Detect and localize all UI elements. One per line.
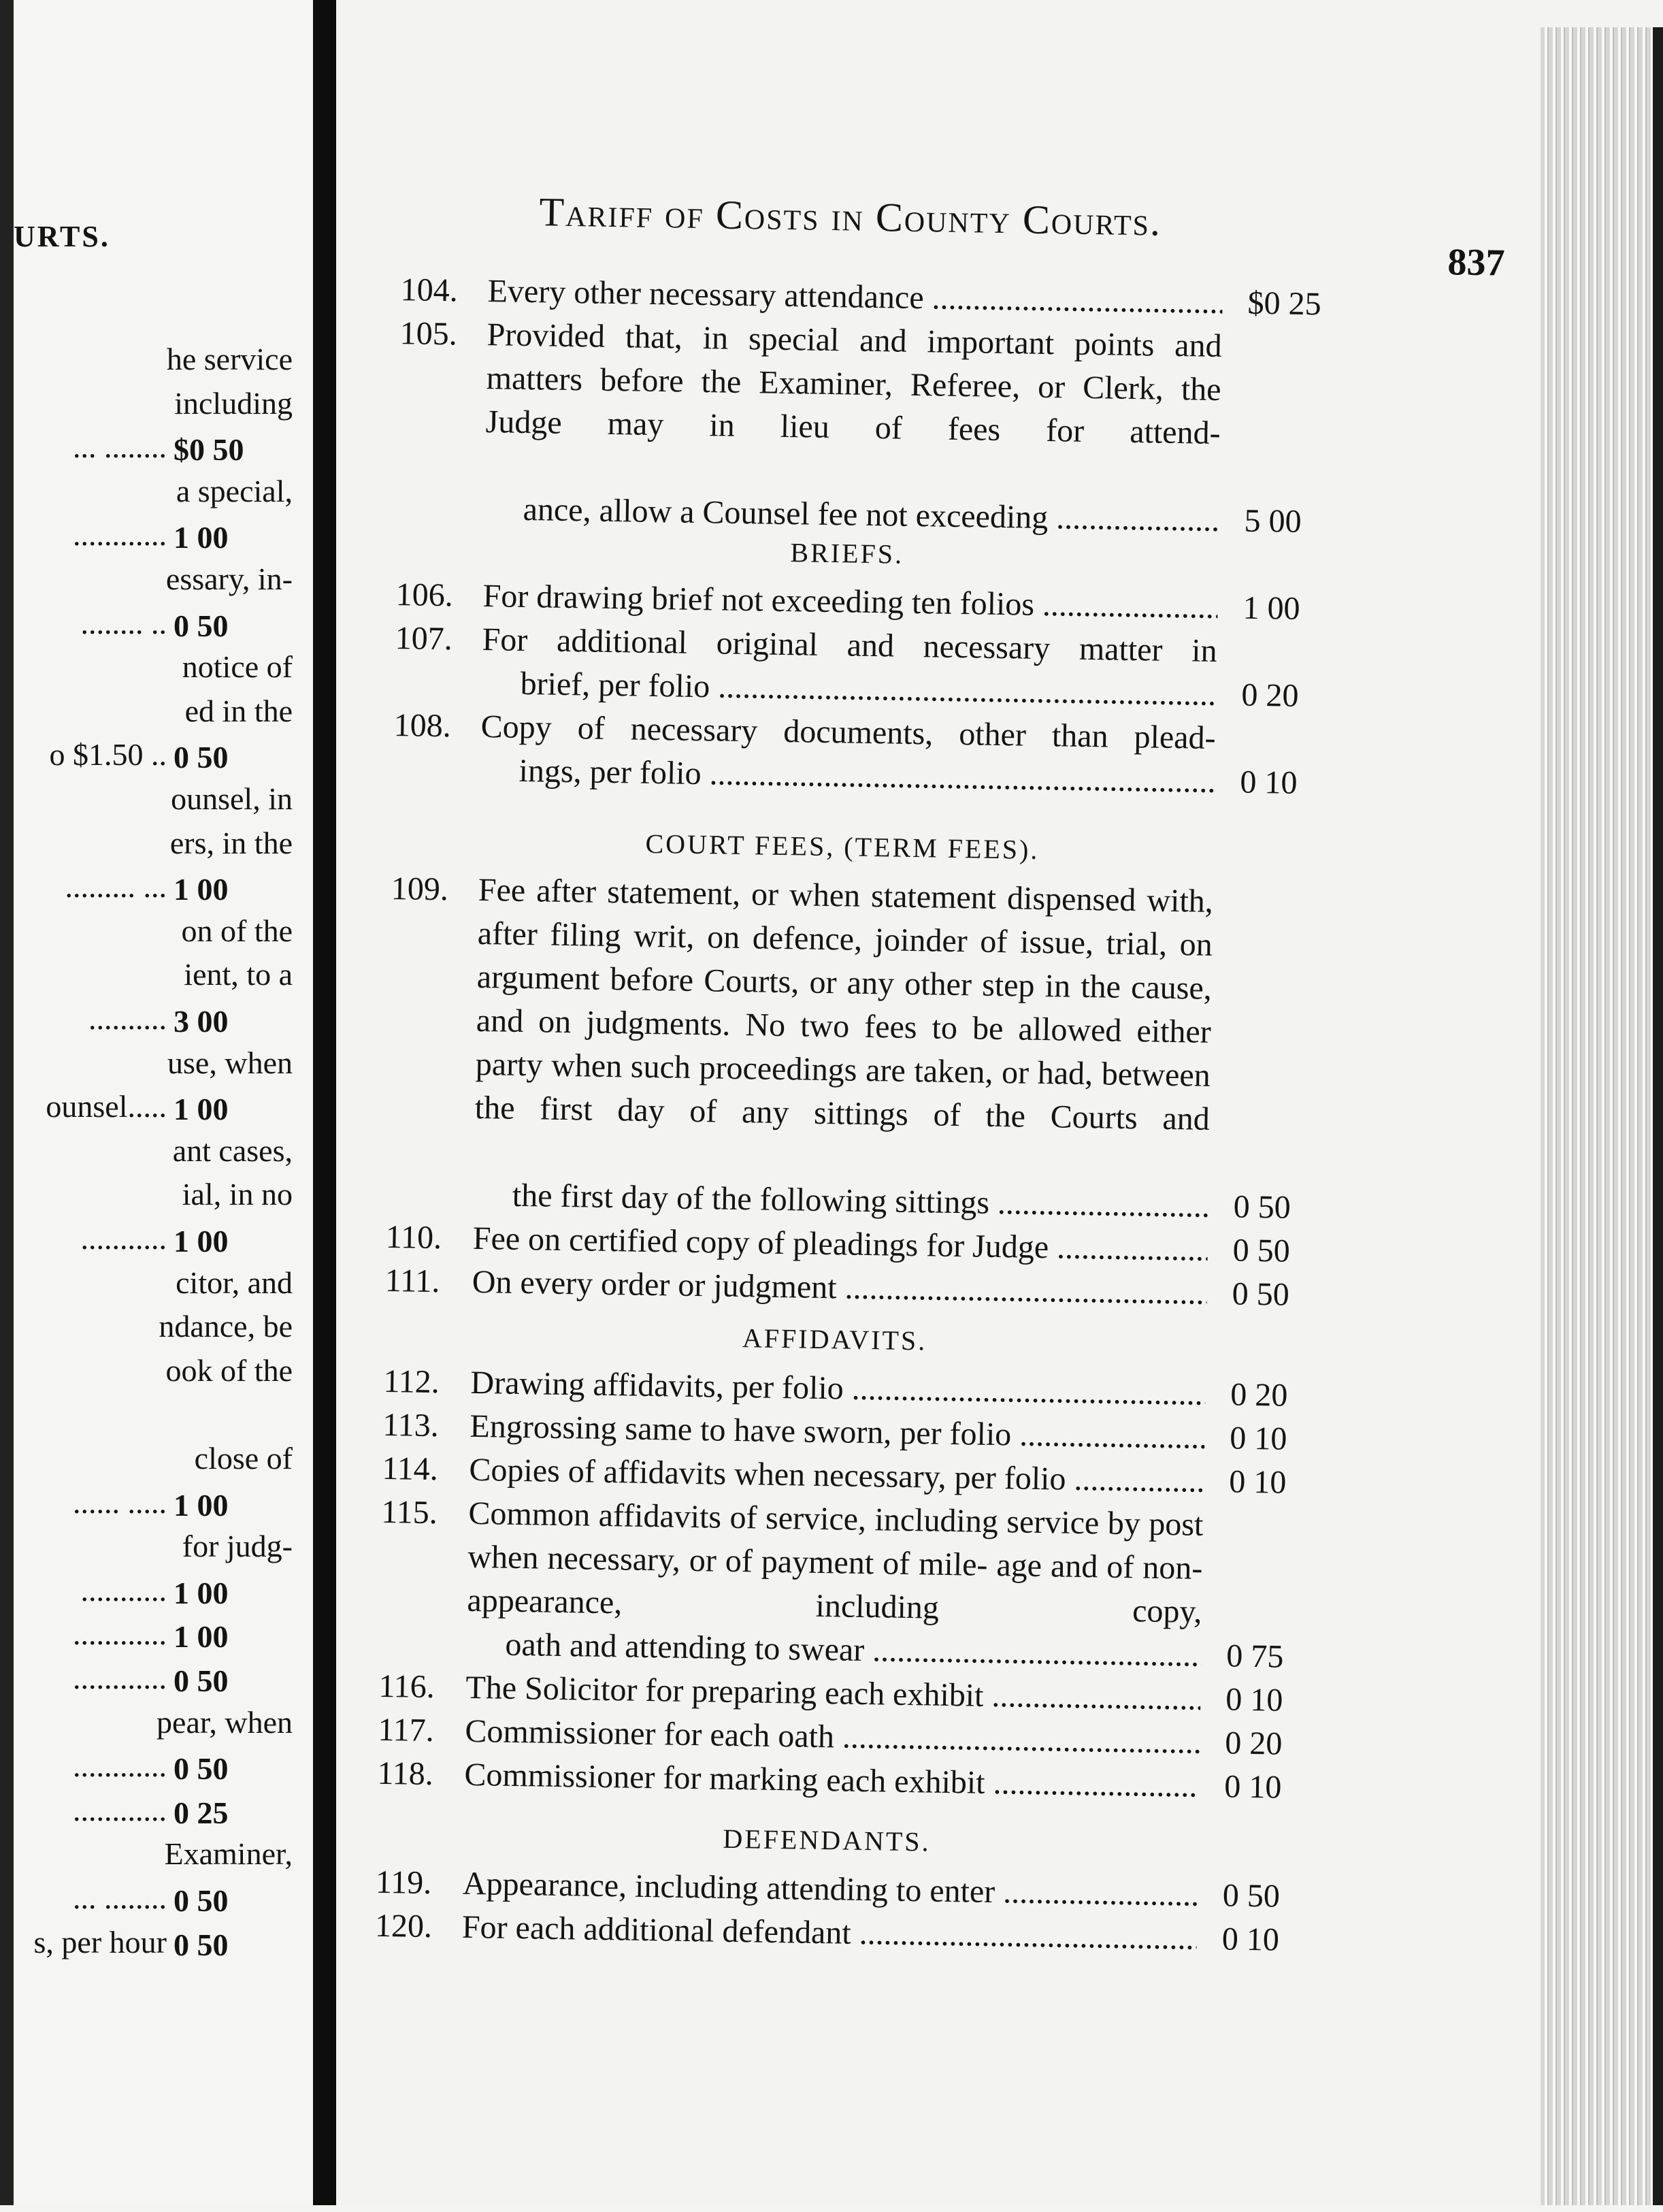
left-page-line: o $1.50 .. — [49, 737, 167, 772]
left-page-line: ............ — [73, 1749, 167, 1783]
left-page-amount: 1 00 — [174, 1488, 229, 1523]
left-page-line: ook of the — [165, 1353, 293, 1388]
entry-number: 119. — [375, 1864, 432, 1902]
left-page-line: ......... ... — [65, 869, 167, 904]
page-number: 837 — [1447, 241, 1506, 284]
left-page-amount: 0 25 — [174, 1795, 229, 1830]
entry-text: For additional original and necessary matter in — [482, 621, 1217, 669]
entry-amount: 0 10 — [1228, 1463, 1287, 1501]
left-page-amount: 0 50 — [174, 1883, 229, 1918]
entry-tail: ance, allow a Counsel fee not exceeding ..... — [523, 488, 1219, 542]
left-page-line: close of — [194, 1441, 293, 1476]
entry-number: 108. — [393, 707, 452, 745]
page-edge — [0, 0, 14, 2205]
entry-text: For each additional defendant ..... — [461, 1906, 1197, 1961]
left-page-line: use, when — [167, 1045, 293, 1080]
left-page-line: ... ........ — [73, 429, 167, 464]
left-page-line: including — [174, 386, 293, 421]
entry-number: 112. — [383, 1363, 440, 1401]
entry-amount: 0 50 — [1232, 1232, 1291, 1269]
entry-amount: 0 20 — [1224, 1725, 1283, 1762]
running-head: Tariff of Costs in County Courts. — [539, 189, 1162, 244]
left-page-line: ndance, be — [159, 1309, 293, 1344]
section-heading-court-fees: COURT FEES, (TERM FEES). — [645, 828, 1040, 865]
page-content — [318, 0, 1557, 2212]
entry-text: Every other necessary attendance ..... — [487, 270, 1223, 325]
entry-amount: 1 00 — [1242, 589, 1300, 627]
entry-text: Copies of affidavits when necessary, per folio ..... — [469, 1448, 1204, 1503]
entry-number: 114. — [382, 1450, 439, 1488]
left-page-line: ... ........ — [73, 1881, 167, 1915]
left-page-line: citor, and — [176, 1265, 293, 1300]
entry-text: Fee after statement, or when statement dispensed with, after filing writ, on defence, joinder of issue, trial, on argument before Courts, or any other step in the cause, and on judgments. No two fees to be allowed either party when such proceedings are taken, or had, between the first day of any sittings of the Courts and — [474, 871, 1214, 1137]
entry-number: 107. — [395, 620, 453, 657]
left-page-amount: 1 00 — [174, 1619, 229, 1654]
left-page-line: a special, — [176, 474, 293, 508]
left-page-fragment — [14, 0, 313, 2205]
entry-number: 120. — [374, 1907, 433, 1945]
left-page-line: ant cases, — [172, 1133, 293, 1168]
left-page-line: ........ .. — [80, 606, 167, 640]
left-page-amount: $0 50 — [174, 432, 244, 467]
left-page-amount: 1 00 — [174, 1224, 229, 1258]
left-page-line: ...... ..... — [73, 1485, 167, 1520]
entry-amount: 0 10 — [1221, 1921, 1280, 1958]
left-page-line: essary, in- — [165, 562, 293, 596]
entry-number: 105. — [399, 315, 458, 353]
book-edge-shadow — [1653, 27, 1663, 2205]
entry-text: Fee on certified copy of pleadings for Judge ..... — [472, 1217, 1208, 1272]
entry-text: Appearance, including attending to enter ..... — [462, 1862, 1198, 1917]
entry-number: 104. — [400, 272, 459, 309]
left-page-line: he service — [166, 342, 293, 376]
entry-number: 106. — [395, 576, 454, 614]
left-page-line: on of the — [181, 913, 293, 948]
left-page-line: notice of — [182, 649, 293, 684]
left-page-line: ............ — [73, 517, 167, 552]
entry-amount: 0 75 — [1225, 1638, 1284, 1675]
entry-text: The Solicitor for preparing each exhibit ..... — [465, 1666, 1201, 1721]
left-page-line: ounsel..... — [46, 1089, 167, 1124]
section-heading-defendants: DEFENDANTS. — [723, 1823, 931, 1857]
left-page-line: ............ — [73, 1661, 167, 1695]
left-page-line: ........... — [80, 1573, 167, 1608]
entry-number: 113. — [382, 1406, 440, 1444]
left-page-line: ient, to a — [184, 957, 293, 992]
entry-amount: 0 50 — [1222, 1877, 1281, 1915]
left-page-line: ial, in no — [182, 1177, 293, 1211]
left-page-line: Examiner, — [164, 1836, 293, 1871]
left-page-line: ............ — [73, 1616, 167, 1651]
entry-amount: 0 10 — [1240, 764, 1298, 801]
entry-tail: oath and attending to swear ..... — [505, 1623, 1202, 1678]
left-page-line: .......... — [88, 1001, 167, 1036]
entry-number: 115. — [381, 1493, 438, 1531]
section-heading-briefs: BRIEFS. — [790, 537, 904, 570]
right-page — [336, 0, 1663, 2205]
left-page-amount: 1 00 — [174, 872, 229, 907]
entry-number: 110. — [385, 1218, 442, 1256]
book-page-edges — [1541, 27, 1653, 2205]
entry-amount: 0 50 — [1232, 1275, 1290, 1313]
left-page-line: pear, when — [157, 1705, 293, 1740]
entry-amount: 0 20 — [1230, 1376, 1288, 1414]
entry-text: On every order or judgment ..... — [472, 1260, 1207, 1316]
entry-amount: 0 50 — [1233, 1188, 1291, 1226]
left-running-head: URTS. — [14, 220, 110, 253]
left-page-amount: 3 00 — [174, 1004, 229, 1039]
left-page-amount: 0 50 — [174, 740, 229, 775]
left-page-line: ............ — [73, 1793, 167, 1827]
left-page-line: ........... — [80, 1221, 167, 1256]
entry-text: Provided that, in special and important points and matters before the Examiner, Referee, or Clerk, the Judge may in lieu of fees for attend- — [485, 316, 1223, 452]
entry-tail: brief, per folio ..... — [520, 662, 1217, 717]
entry-amount: 0 10 — [1223, 1768, 1282, 1806]
entry-text: Copy of necessary documents, other than plead- — [480, 709, 1216, 756]
left-page-line: s, per hour — [33, 1925, 167, 1959]
entry-amount: 0 10 — [1229, 1420, 1287, 1457]
entry-text: Commissioner for each oath ..... — [465, 1710, 1200, 1765]
entry-amount: 5 00 — [1244, 502, 1302, 540]
left-page-line: ers, in the — [169, 826, 293, 860]
left-page-amount: 1 00 — [174, 1576, 229, 1610]
left-page-amount: 0 50 — [174, 1751, 229, 1786]
left-page-line: for judg- — [182, 1529, 293, 1563]
entry-amount: $0 25 — [1247, 284, 1322, 323]
left-page-amount: 0 50 — [174, 608, 229, 643]
left-page-amount: 1 00 — [174, 1092, 229, 1126]
entry-number: 116. — [378, 1668, 435, 1706]
entry-tail: the first day of the following sittings ..... — [512, 1174, 1208, 1229]
entry-number: 111. — [384, 1262, 440, 1300]
entry-number: 109. — [391, 870, 449, 908]
entry-amount: 0 10 — [1225, 1681, 1283, 1719]
entry-text: Common affidavits of service, including service by post when necessary, or of payment of mile- age and of non-appearance, including copy, — [467, 1495, 1204, 1630]
left-page-amount: 0 50 — [174, 1663, 229, 1698]
left-page-line: ed in the — [184, 694, 293, 728]
entry-text: Drawing affidavits, per folio ..... — [470, 1361, 1206, 1416]
left-page-line: ounsel, in — [171, 781, 293, 816]
entry-text: Commissioner for marking each exhibit ..... — [464, 1753, 1200, 1808]
entry-text: For drawing brief not exceeding ten folios ..... — [482, 574, 1218, 630]
left-page-amount: 0 50 — [174, 1928, 229, 1962]
entry-number: 118. — [377, 1755, 434, 1793]
entry-text: Engrossing same to have sworn, per folio ..... — [470, 1405, 1205, 1460]
entry-amount: 0 20 — [1241, 677, 1299, 714]
left-page-amount: 1 00 — [174, 520, 229, 555]
section-heading-affidavits: AFFIDAVITS. — [742, 1322, 927, 1356]
entry-tail: ings, per folio ..... — [518, 749, 1215, 804]
entry-number: 117. — [378, 1711, 435, 1749]
